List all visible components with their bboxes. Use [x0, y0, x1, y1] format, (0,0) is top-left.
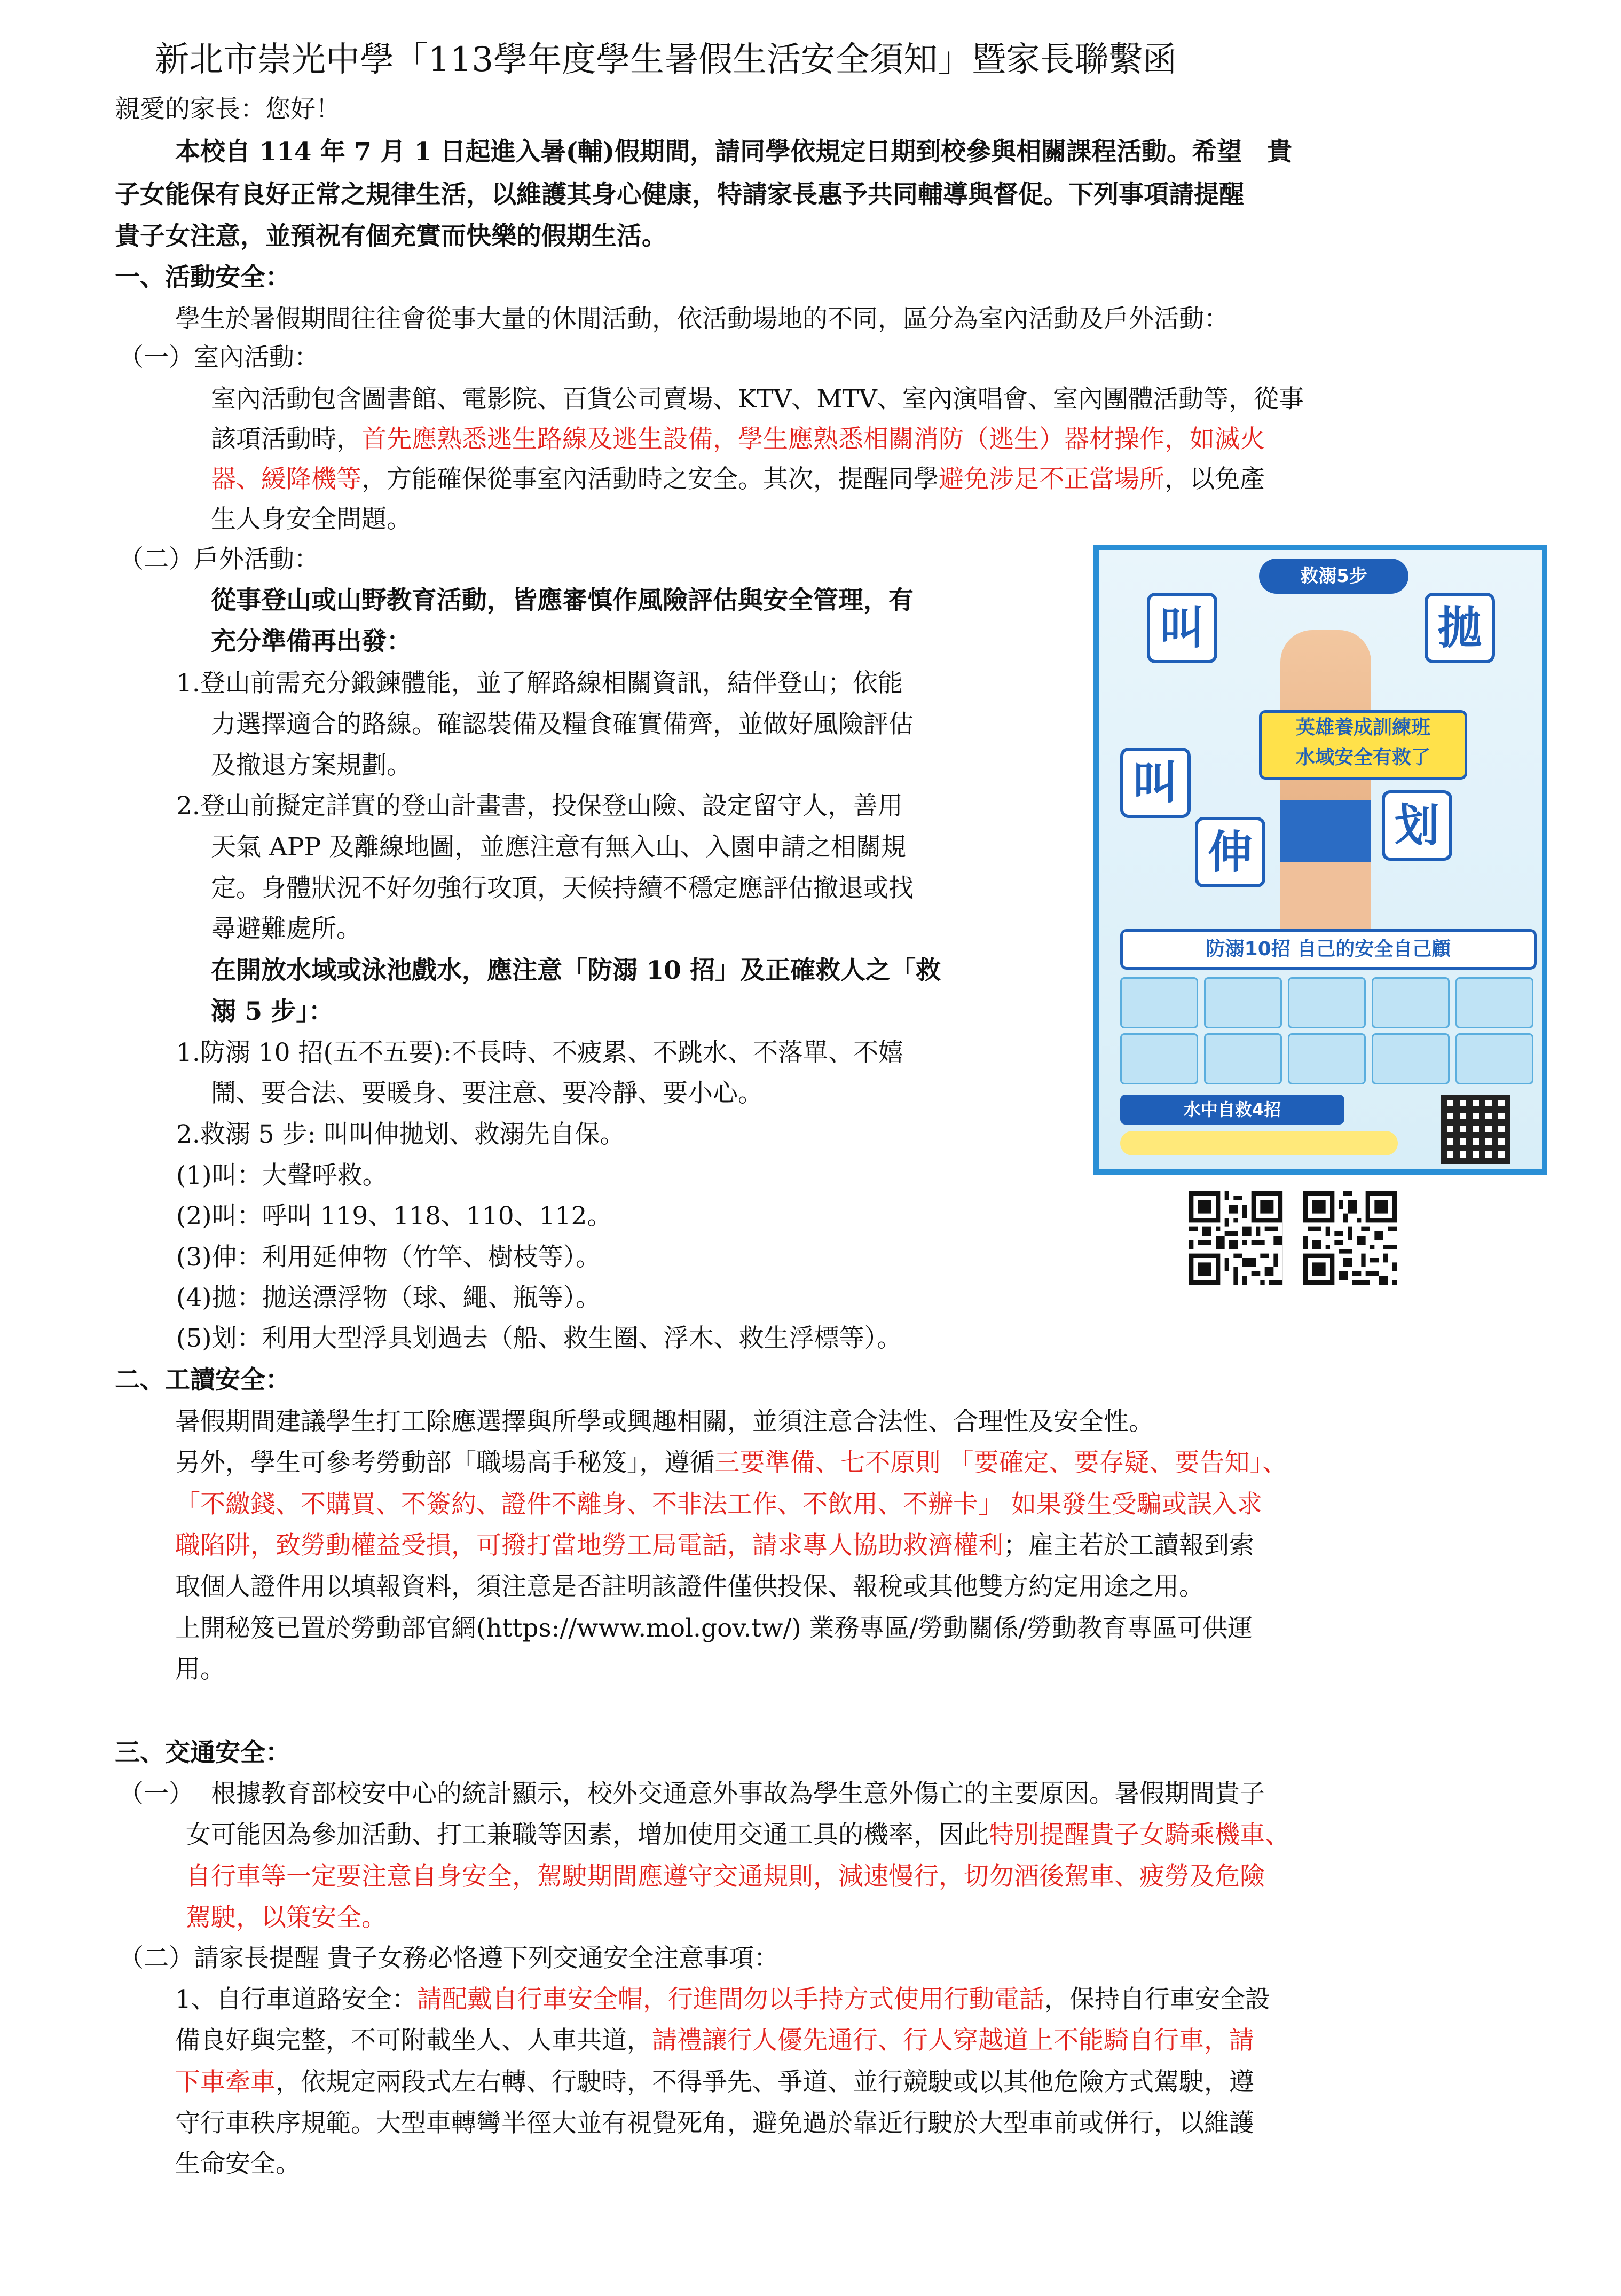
- mountain-item-1: 1.登山前需充分鍛鍊體能，並了解路線相關資訊，結伴登山；依能: [176, 669, 903, 698]
- water-item-1-cont: 鬧、要合法、要暖身、要注意、要冷靜、要小心。: [211, 1079, 763, 1108]
- rescue-step-1: (1)叫：大聲呼救。: [176, 1161, 388, 1190]
- rescue-step-3: (3)伸：利用延伸物（竹竿、樹枝等）。: [176, 1243, 601, 1272]
- traffic-p1-line-3: 自行車等一定要注意自身安全，駕駛期間應遵守交通規則，減速慢行，切勿酒後駕車、疲勞及危險: [186, 1862, 1265, 1891]
- mountain-item-2-cont: 尋避難處所。: [211, 914, 361, 943]
- section-1-lead: 學生於暑假期間往往會從事大量的休閒活動，依活動場地的不同，區分為室內活動及戶外活動：: [175, 304, 1229, 334]
- bike-text: ，依規定兩段式左右轉、行駛時，不得爭先、爭道、並行競駛或以其他危險方式駕駛，遵: [276, 2067, 1254, 2097]
- indoor-line-4: 生人身安全問題。: [211, 505, 412, 534]
- poster-qr-code: [1441, 1095, 1510, 1164]
- poster-tip-image: [1288, 977, 1366, 1028]
- bike-text: 備良好與完整，不可附載坐人、人車共道，: [175, 2026, 652, 2055]
- poster-self-rescue-heading: 水中自救4招: [1120, 1095, 1344, 1125]
- indoor-emphasis: 避免涉足不正當場所: [939, 465, 1164, 494]
- poster-tip-image: [1120, 1033, 1198, 1084]
- mountain-item-2: 2.登山前擬定詳實的登山計畫書，投保登山險、設定留守人，善用: [176, 791, 903, 821]
- mountain-item-1-cont: 力選擇適合的路線。確認裝備及糧食確實備齊，並做好風險評估: [211, 710, 914, 739]
- traffic-p1-line-4: 駕駛，以策安全。: [186, 1903, 387, 1932]
- poster-tile: 划: [1382, 790, 1452, 861]
- poster-subheading: 防溺10招 自己的安全自己顧: [1120, 929, 1537, 970]
- bike-line-1: [175, 1978, 1270, 2021]
- section-3-heading: 三、交通安全：: [115, 1738, 290, 1767]
- mountain-item-1-cont: 及撤退方案規劃。: [211, 751, 412, 780]
- work-text: ；雇主若於工讀報到索: [1003, 1531, 1254, 1560]
- qr-code-1-icon: [1189, 1191, 1282, 1285]
- traffic-p1-line-2: [186, 1814, 1290, 1857]
- bike-text: 1、自行車道路安全：: [175, 1985, 417, 2014]
- bike-emphasis: 請禮讓行人優先通行、行人穿越道上不能騎自行車，請: [652, 2026, 1254, 2055]
- traffic-p2-label: （二）請家長提醒 貴子女務必恪遵下列交通安全注意事項：: [119, 1944, 779, 1973]
- traffic-emphasis: 特別提醒貴子女騎乘機車、: [989, 1820, 1290, 1850]
- qr-code-2-icon: [1303, 1191, 1397, 1285]
- work-text: 另外，學生可參考勞動部「職場高手秘笈」，遵循: [175, 1448, 715, 1477]
- bike-line-3: [175, 2061, 1254, 2104]
- poster-ribbon: 救溺5步: [1259, 559, 1408, 594]
- qr-code-1[interactable]: [1189, 1191, 1283, 1285]
- intro-line-1: 本校自 114 年 7 月 1 日起進入暑(輔)假期間，請同學依規定日期到校參與相關課程活動。希望 貴: [175, 137, 1293, 167]
- indoor-emphasis: 首先應熟悉逃生路線及逃生設備，學生應熟悉相關消防（逃生）器材操作，如滅火: [361, 424, 1265, 454]
- indoor-text: ，以免產: [1164, 465, 1265, 494]
- poster-banner: [1259, 710, 1467, 780]
- rescue-step-5: (5)划：利用大型浮具划過去（船、救生圈、浮木、救生浮標等）。: [176, 1324, 902, 1353]
- intro-line-3: 貴子女注意，並預祝有個充實而快樂的假期生活。: [115, 222, 667, 251]
- poster-tile: 叫: [1147, 593, 1217, 663]
- poster-tip-image: [1455, 1033, 1533, 1084]
- mountain-item-2-cont: 定。身體狀況不好勿強行攻頂，天候持續不穩定應評估撤退或找: [211, 874, 914, 903]
- page-title: 新北市崇光中學「113學年度學生暑假生活安全須知」暨家長聯繫函: [155, 40, 1177, 80]
- poster-tips-grid: [1120, 977, 1531, 1084]
- poster-self-rescue-steps: [1120, 1131, 1398, 1155]
- traffic-p1-label: （一）: [119, 1779, 194, 1809]
- indoor-line-2: [211, 418, 1265, 461]
- poster-tip-image: [1204, 1033, 1282, 1084]
- bike-emphasis: 下車牽車: [175, 2067, 276, 2097]
- indoor-text: 該項活動時，: [211, 424, 361, 454]
- intro-line-2: 子女能保有良好正常之規律生活，以維護其身心健康，特請家長惠予共同輔導與督促。下列事項請提醒: [115, 180, 1244, 209]
- poster-tile: 伸: [1195, 817, 1265, 887]
- poster-tile: 拋: [1425, 593, 1495, 663]
- bike-line-2: [175, 2019, 1254, 2062]
- water-bold-1: 在開放水域或泳池戲水，應注意「防溺 10 招」及正確救人之「救: [211, 956, 941, 985]
- greeting: 親愛的家長：您好！: [115, 95, 341, 124]
- work-emphasis: 職陷阱，致勞動權益受損，可撥打當地勞工局電話，請求專人協助救濟權利: [175, 1531, 1003, 1560]
- traffic-p1-line-1: 根據教育部校安中心的統計顯示，校外交通意外事故為學生意外傷亡的主要原因。暑假期間貴子: [211, 1779, 1265, 1809]
- outdoor-bold-1: 從事登山或山野教育活動，皆應審慎作風險評估與安全管理，有: [211, 586, 914, 615]
- indoor-label: （一）室內活動：: [119, 343, 319, 372]
- poster-tip-image: [1120, 977, 1198, 1028]
- work-line-5: 取個人證件用以填報資料，須注意是否註明該證件僅供投保、報稅或其他雙方約定用途之用。: [175, 1572, 1204, 1601]
- poster-tip-image: [1204, 977, 1282, 1028]
- work-line-4: [175, 1524, 1254, 1567]
- water-safety-poster: [1093, 545, 1547, 1175]
- poster-banner-line-1: 英雄養成訓練班: [1295, 717, 1430, 738]
- work-emphasis: 三要準備、七不原則 「要確定、要存疑、要告知」、: [714, 1448, 1287, 1477]
- rescue-step-2: (2)叫：呼叫 119、118、110、112。: [176, 1201, 612, 1231]
- poster-tile: 叫: [1120, 748, 1191, 818]
- work-line-6: 上開秘笈已置於勞動部官網(https://www.mol.gov.tw/) 業務專區/勞動關係/勞動教育專區可供運: [175, 1614, 1253, 1643]
- section-1-heading: 一、活動安全：: [115, 263, 290, 292]
- water-item-2: 2.救溺 5 步: 叫叫伸拋划、救溺先自保。: [176, 1120, 625, 1149]
- outdoor-label: （二）戶外活動：: [119, 545, 319, 574]
- water-item-1: 1.防溺 10 招(五不五要):不長時、不疲累、不跳水、不落單、不嬉: [176, 1038, 904, 1067]
- bike-line-4: 守行車秩序規範。大型車轉彎半徑大並有視覺死角，避免過於靠近行駛於大型車前或併行，以維護: [175, 2109, 1254, 2138]
- work-line-1: 暑假期間建議學生打工除應選擇與所學或興趣相關，並須注意合法性、合理性及安全性。: [175, 1407, 1154, 1436]
- bike-line-5: 生命安全。: [175, 2149, 301, 2179]
- poster-banner-line-2: 水域安全有救了: [1295, 746, 1430, 768]
- poster-swimmer-illustration: [1280, 630, 1371, 940]
- indoor-line-3: [211, 458, 1265, 501]
- work-line-7: 用。: [175, 1655, 225, 1684]
- rescue-step-4: (4)拋：拋送漂浮物（球、繩、瓶等）。: [176, 1283, 601, 1312]
- poster-tip-image: [1372, 1033, 1450, 1084]
- bike-text: ，保持自行車安全設: [1044, 1985, 1270, 2014]
- work-line-2: [175, 1442, 1287, 1484]
- traffic-text: 女可能因為參加活動、打工兼職等因素，增加使用交通工具的機率，因此: [186, 1820, 989, 1850]
- indoor-line-1: 室內活動包含圖書館、電影院、百貨公司賣場、KTV、MTV、室內演唱會、室內團體活動等，從事: [211, 384, 1304, 414]
- bike-emphasis: 請配戴自行車安全帽，行進間勿以手持方式使用行動電話: [416, 1985, 1044, 2014]
- poster-tip-image: [1288, 1033, 1366, 1084]
- poster-tip-image: [1372, 977, 1450, 1028]
- section-2-heading: 二、工讀安全：: [115, 1365, 290, 1395]
- outdoor-bold-2: 充分準備再出發：: [211, 627, 412, 656]
- indoor-text: ，方能確保從事室內活動時之安全。其次，提醒同學: [361, 465, 939, 494]
- mountain-item-2-cont: 天氣 APP 及離線地圖，並應注意有無入山、入園申請之相關規: [211, 832, 907, 862]
- work-line-3: 「不繳錢、不購買、不簽約、證件不離身、不非法工作、不飲用、不辦卡」 如果發生受騙或誤入求: [175, 1490, 1262, 1519]
- poster-tip-image: [1455, 977, 1533, 1028]
- indoor-emphasis: 器、緩降機等: [211, 465, 361, 494]
- water-bold-2: 溺 5 步」：: [211, 997, 334, 1026]
- qr-code-2[interactable]: [1303, 1191, 1397, 1285]
